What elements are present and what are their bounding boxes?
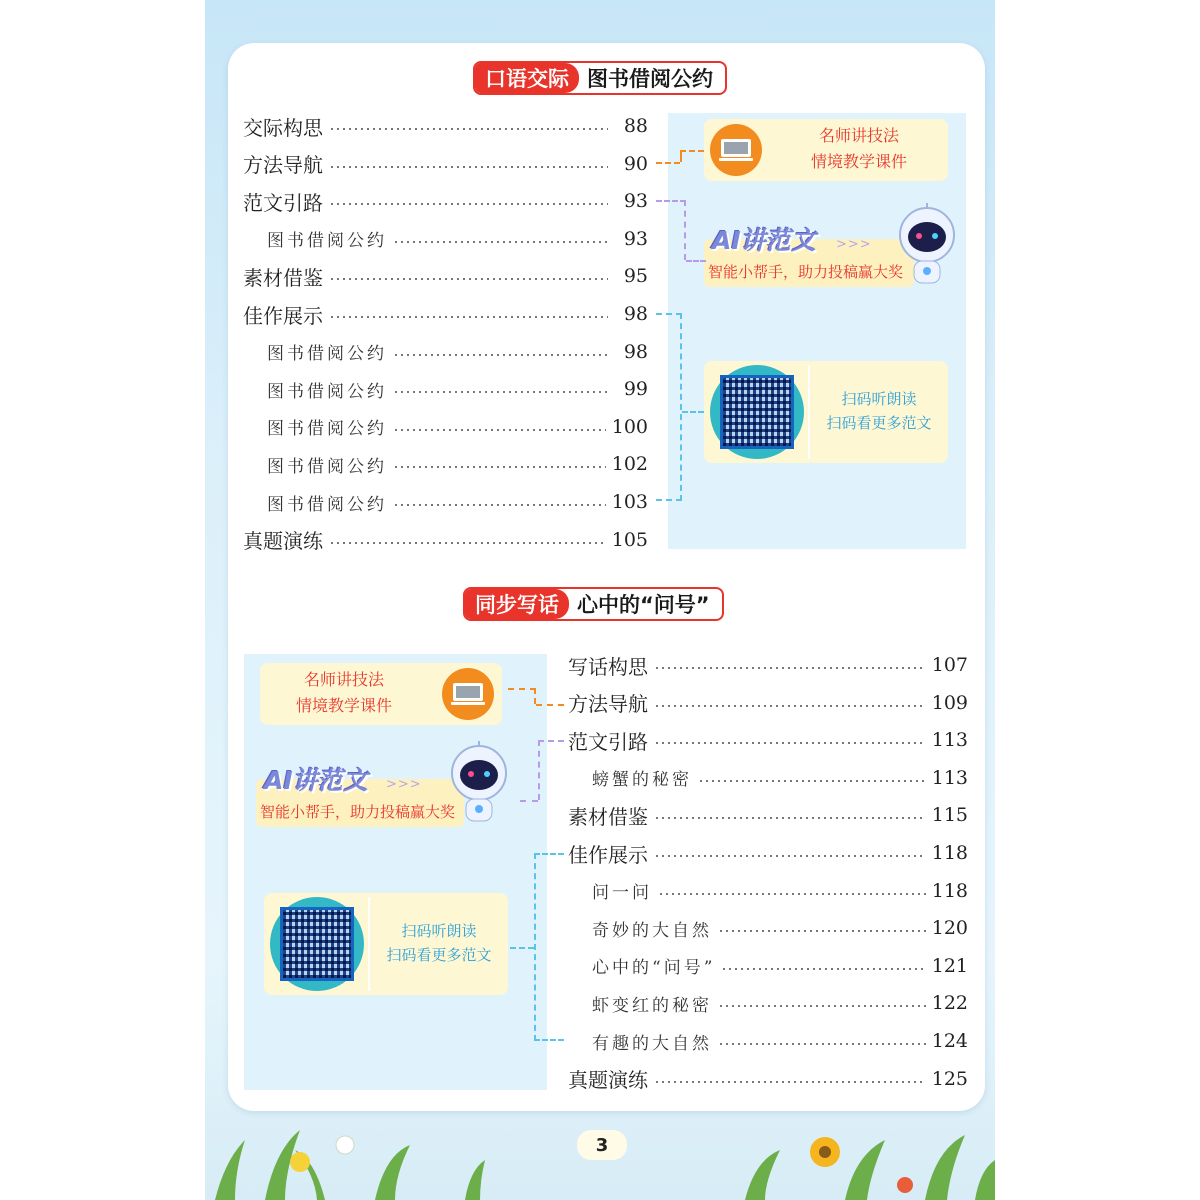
dot-leader — [658, 893, 926, 895]
qr-code-icon[interactable] — [270, 897, 364, 991]
dot-leader — [393, 466, 606, 468]
toc-entry[interactable] — [568, 688, 968, 718]
section-header — [463, 587, 724, 621]
toc-label: 真题演练 — [243, 529, 323, 554]
toc-subentry[interactable] — [592, 763, 968, 793]
dot-leader — [654, 742, 926, 744]
dot-leader — [718, 1043, 926, 1045]
toc-page-number: 125 — [931, 1067, 968, 1090]
toc-label: 问一问 — [592, 883, 652, 904]
toc-page-number: 107 — [931, 654, 968, 676]
connector-line — [520, 800, 538, 802]
toc-page-number: 120 — [931, 917, 968, 940]
toc-page — [205, 0, 995, 1200]
promo-line1: 名师讲技法 — [818, 126, 899, 145]
toc-page-number: 90 — [623, 152, 648, 175]
toc-page-number: 103 — [611, 491, 648, 513]
toc-entry[interactable] — [243, 111, 648, 141]
toc-subentry[interactable] — [592, 951, 968, 981]
toc-entry[interactable] — [243, 261, 648, 291]
toc-page-number: 93 — [623, 227, 648, 250]
toc-label: 心中的“问号” — [592, 958, 716, 979]
toc-label: 范文引路 — [243, 190, 323, 215]
arrow-icons: >>> — [836, 237, 872, 252]
dot-leader — [329, 316, 608, 318]
ai-banner-title[interactable]: AI讲范文 — [264, 766, 368, 795]
dot-leader — [721, 968, 925, 970]
toc-page-number: 105 — [611, 528, 648, 551]
dot-leader — [393, 429, 606, 431]
connector-line — [508, 688, 536, 704]
content-card — [228, 43, 985, 1111]
qr-code-icon[interactable] — [710, 365, 804, 459]
toc-subentry[interactable] — [592, 1026, 968, 1056]
toc-page-number: 122 — [931, 992, 968, 1015]
toc-subentry[interactable] — [267, 412, 648, 442]
toc-subentry[interactable] — [267, 449, 648, 479]
promo-line1: 名师讲技法 — [303, 670, 384, 689]
toc-page-number: 98 — [623, 303, 648, 325]
dot-leader — [329, 203, 608, 205]
toc-entry[interactable] — [243, 299, 648, 329]
toc-label: 图书借阅公约 — [267, 494, 387, 515]
qr-line2: 扫码看更多范文 — [826, 414, 932, 432]
toc-label: 素材借鉴 — [243, 265, 323, 290]
robot-icon — [894, 203, 960, 295]
toc-entry[interactable] — [568, 838, 968, 868]
dot-leader — [718, 930, 926, 932]
qr-box[interactable] — [704, 361, 948, 463]
dot-leader — [654, 1081, 926, 1083]
connector-line — [656, 313, 682, 501]
section-tag: 口语交际 — [475, 63, 579, 93]
dot-leader — [698, 780, 926, 782]
toc-label: 方法导航 — [568, 692, 648, 717]
toc-subentry[interactable] — [267, 337, 648, 367]
toc-page-number: 95 — [623, 265, 648, 288]
toc-subentry[interactable] — [267, 374, 648, 404]
connector-line — [536, 704, 564, 706]
connector-line — [538, 740, 564, 800]
section-title: 心中的“问号” — [577, 593, 710, 617]
toc-page-number: 93 — [623, 190, 648, 213]
monitor-icon — [710, 124, 762, 176]
toc-entry[interactable] — [243, 525, 648, 555]
toc-page-number: 113 — [931, 766, 968, 789]
promo-box[interactable] — [704, 119, 948, 181]
toc-page-number: 118 — [931, 842, 968, 864]
dot-leader — [654, 855, 926, 857]
connector-line — [510, 947, 534, 949]
toc-subentry[interactable] — [592, 913, 968, 943]
toc-label: 图书借阅公约 — [267, 231, 387, 252]
toc-entry[interactable] — [568, 650, 968, 680]
toc-label: 图书借阅公约 — [267, 344, 387, 365]
toc-label: 螃蟹的秘密 — [592, 770, 692, 791]
dot-leader — [393, 241, 608, 243]
connector-line — [534, 853, 564, 1041]
toc-label: 写话构思 — [568, 654, 648, 679]
toc-page-number: 121 — [931, 954, 968, 977]
toc-page-number: 102 — [611, 453, 648, 476]
toc-page-number: 115 — [931, 804, 968, 827]
connector-line — [656, 162, 680, 164]
toc-label: 交际构思 — [243, 115, 323, 140]
toc-page-number: 109 — [931, 691, 968, 714]
toc-page-number: 99 — [623, 378, 648, 401]
dot-leader — [329, 166, 608, 168]
toc-entry[interactable] — [568, 1064, 968, 1094]
robot-icon — [446, 741, 512, 833]
toc-subentry[interactable] — [267, 224, 648, 254]
toc-page-number: 88 — [623, 115, 648, 137]
section-tag: 同步写话 — [465, 589, 569, 619]
section-title: 图书借阅公约 — [587, 67, 713, 91]
ai-banner-title[interactable]: AI讲范文 — [712, 226, 816, 255]
toc-label: 奇妙的大自然 — [592, 920, 712, 941]
qr-line1: 扫码听朗读 — [841, 390, 917, 408]
promo-box[interactable] — [260, 663, 502, 725]
ai-banner-subtitle: 智能小帮手，助力投稿赢大奖 — [708, 263, 904, 281]
toc-page-number: 100 — [611, 415, 648, 438]
dot-leader — [654, 817, 926, 819]
toc-page-number: 113 — [931, 729, 968, 752]
page-number: 3 — [577, 1130, 627, 1160]
toc-subentry[interactable] — [267, 487, 648, 517]
connector-line — [656, 200, 686, 260]
section-header — [473, 61, 727, 95]
dot-leader — [654, 667, 926, 669]
toc-label: 有趣的大自然 — [592, 1033, 712, 1054]
toc-entry[interactable] — [243, 149, 648, 179]
toc-page-number: 124 — [931, 1030, 968, 1052]
toc-entry[interactable] — [243, 186, 648, 216]
toc-label: 范文引路 — [568, 729, 648, 754]
toc-entry[interactable] — [568, 725, 968, 755]
arrow-icons: >>> — [386, 777, 422, 792]
toc-label: 图书借阅公约 — [267, 419, 387, 440]
toc-label: 真题演练 — [568, 1068, 648, 1093]
promo-line2: 情境教学课件 — [295, 696, 392, 715]
toc-entry[interactable] — [568, 800, 968, 830]
dot-leader — [329, 278, 608, 280]
dot-leader — [393, 354, 608, 356]
toc-page-number: 118 — [931, 879, 968, 902]
toc-subentry[interactable] — [592, 988, 968, 1018]
connector-line — [682, 411, 704, 413]
qr-line1: 扫码听朗读 — [401, 922, 477, 940]
dot-leader — [329, 542, 606, 544]
qr-box[interactable] — [264, 893, 508, 995]
toc-label: 佳作展示 — [243, 303, 323, 328]
promo-line2: 情境教学课件 — [810, 152, 907, 171]
dot-leader — [718, 1005, 926, 1007]
qr-line2: 扫码看更多范文 — [386, 946, 492, 964]
connector-line — [680, 150, 704, 162]
toc-subentry[interactable] — [592, 876, 968, 906]
toc-label: 虾变红的秘密 — [592, 995, 712, 1016]
toc-label: 佳作展示 — [568, 842, 648, 867]
toc-label: 素材借鉴 — [568, 804, 648, 829]
dot-leader — [329, 128, 608, 130]
toc-label: 图书借阅公约 — [267, 456, 387, 477]
toc-label: 方法导航 — [243, 153, 323, 178]
dot-leader — [654, 705, 926, 707]
toc-label: 图书借阅公约 — [267, 381, 387, 402]
connector-line — [686, 260, 706, 262]
toc-page-number: 98 — [623, 340, 648, 363]
monitor-icon — [442, 668, 494, 720]
dot-leader — [393, 504, 606, 506]
ai-banner-subtitle: 智能小帮手，助力投稿赢大奖 — [260, 803, 456, 821]
dot-leader — [393, 391, 608, 393]
